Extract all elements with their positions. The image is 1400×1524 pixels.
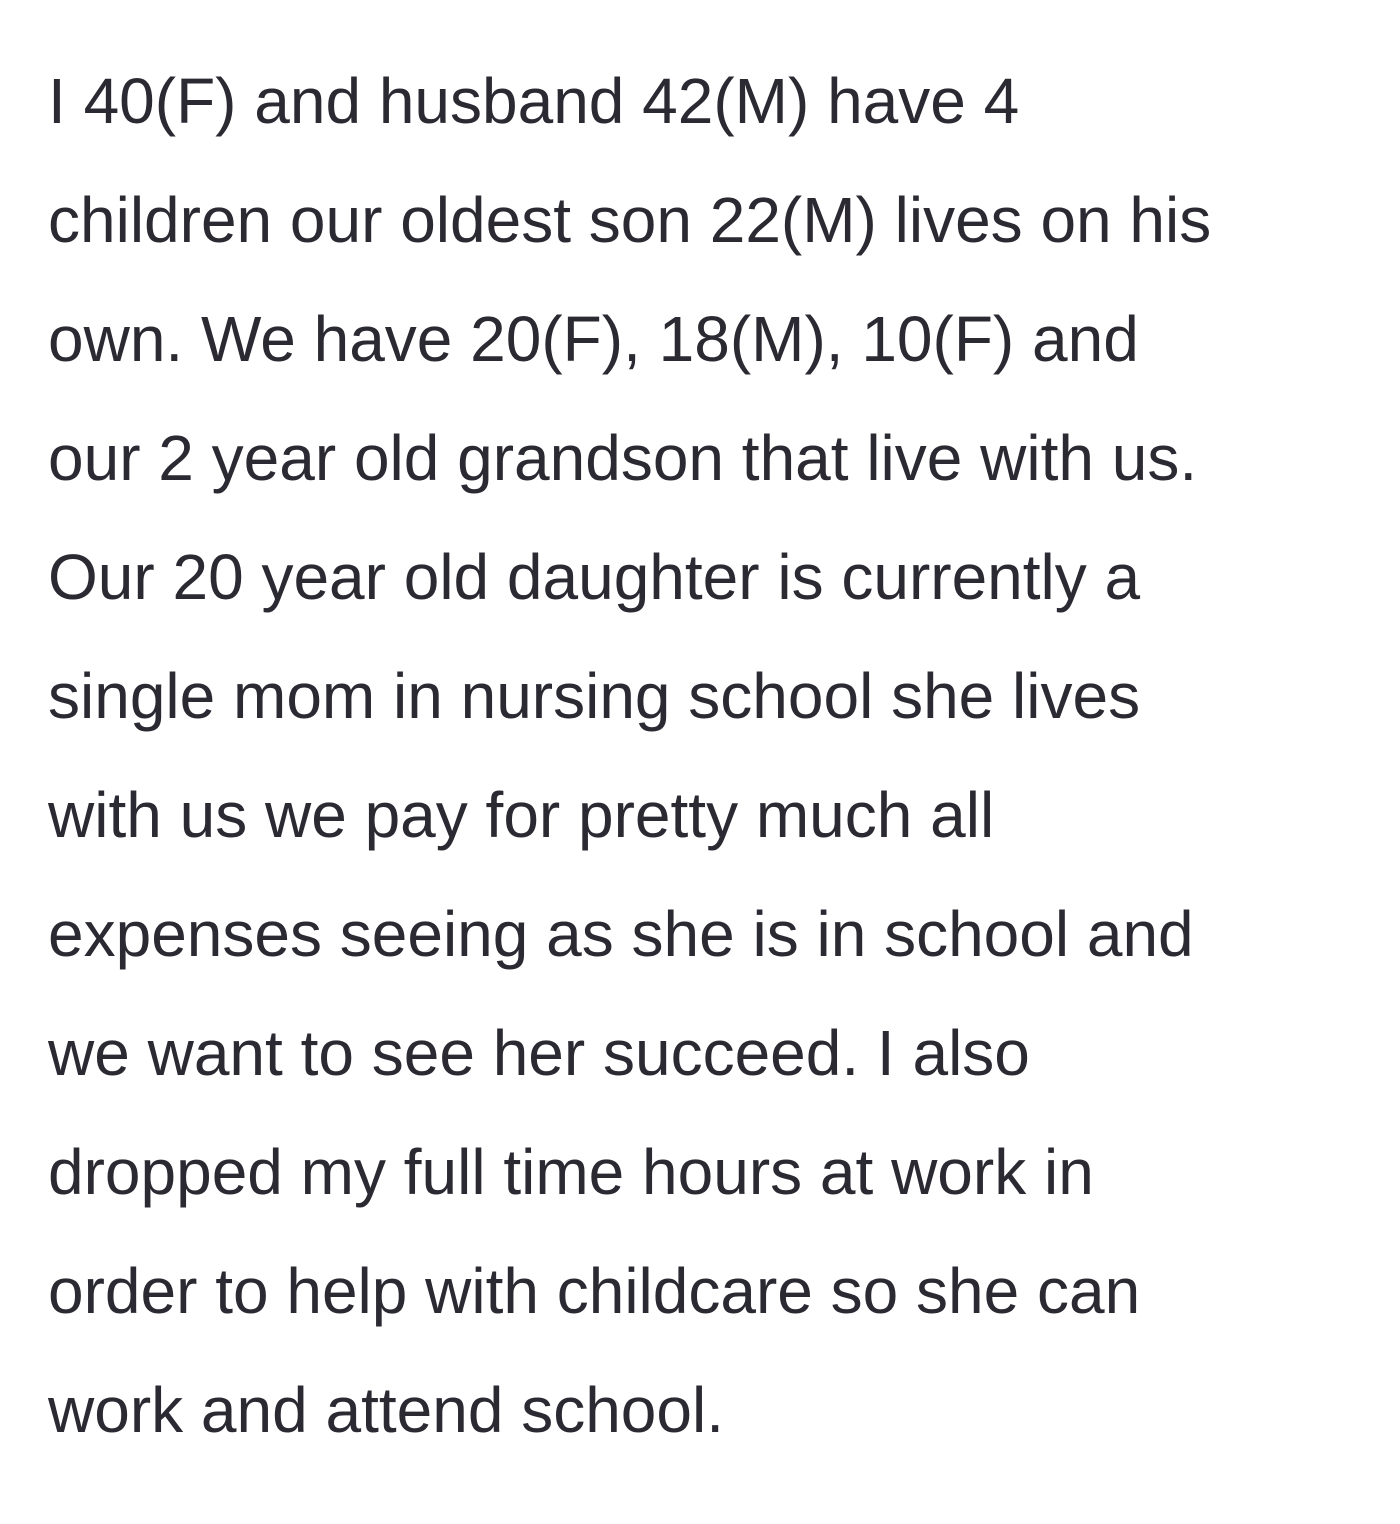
post-text-line: I 40(F) and husband 42(M) have 4 <box>48 65 1020 137</box>
post-text-line: we want to see her succeed. I also <box>48 1017 1030 1089</box>
post-text-line: order to help with childcare so she can <box>48 1255 1141 1327</box>
post-text-line: work and attend school. <box>48 1374 724 1446</box>
post-text-line: our 2 year old grandson that live with us. <box>48 422 1198 494</box>
post-text-line: own. We have 20(F), 18(M), 10(F) and <box>48 303 1139 375</box>
post-text-line: dropped my full time hours at work in <box>48 1136 1094 1208</box>
post-text-line: single mom in nursing school she lives <box>48 660 1141 732</box>
post-text-line: expenses seeing as she is in school and <box>48 898 1194 970</box>
post-text-line: with us we pay for pretty much all <box>48 779 995 851</box>
post-text-line: children our oldest son 22(M) lives on his <box>48 184 1212 256</box>
post-body <box>48 42 1358 1470</box>
post-text-line: Our 20 year old daughter is currently a <box>48 541 1141 613</box>
